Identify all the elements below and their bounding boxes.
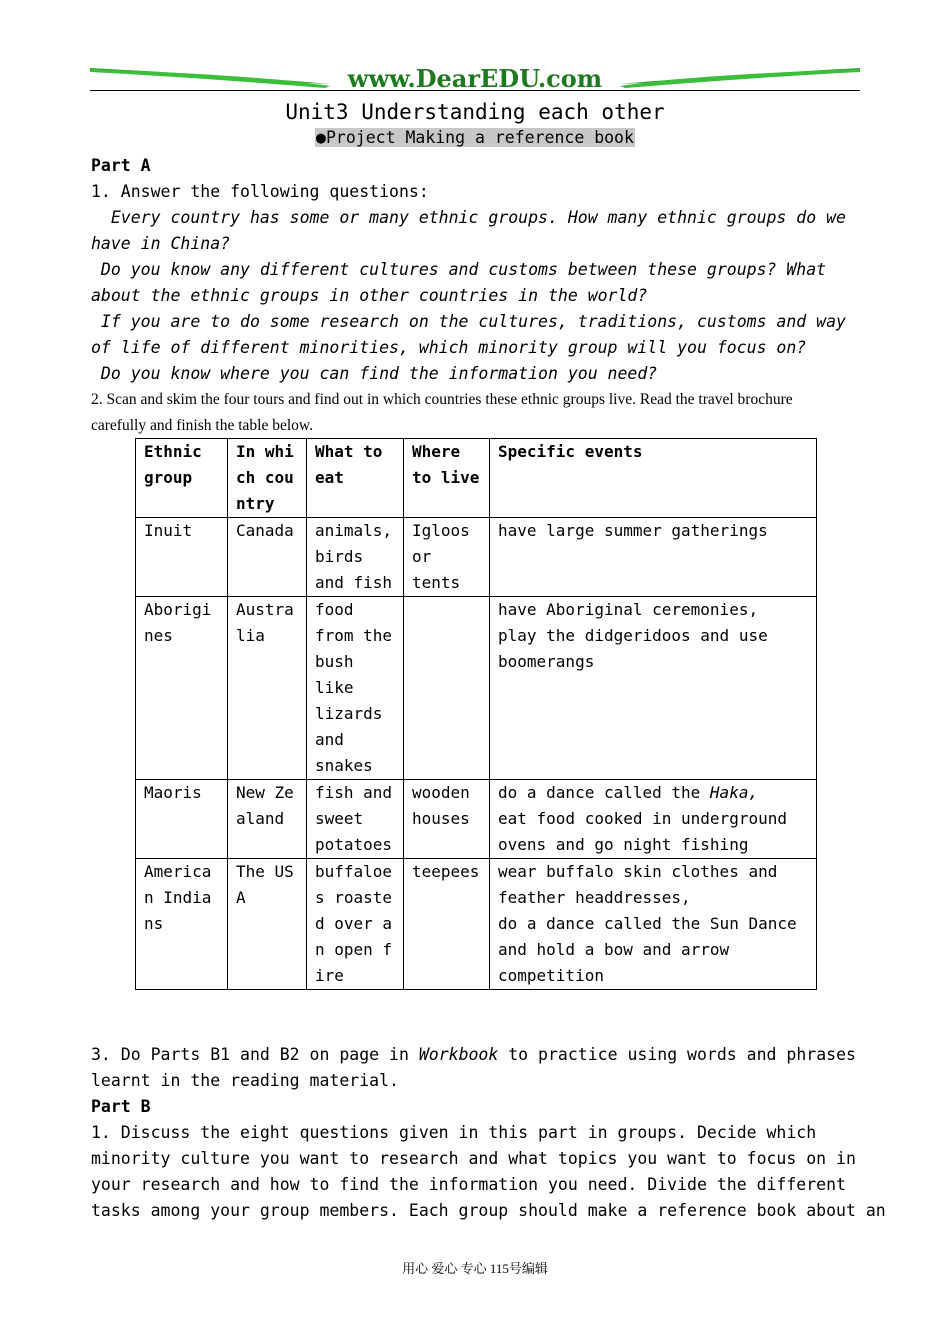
table-row xyxy=(136,859,817,990)
cell-eat: fish and sweet potatoes xyxy=(307,780,404,859)
site-logo-text: www.DearEDU.com xyxy=(347,64,603,93)
event-line: do a dance called the xyxy=(498,783,710,802)
q3-text: 3. Do Parts B1 and B2 on page in xyxy=(91,1045,419,1064)
cell-events xyxy=(490,780,817,859)
part-b-line: tasks among your group members. Each group should make a reference book about an xyxy=(91,1201,886,1220)
page-title: Unit3 Understanding each other xyxy=(285,100,665,124)
cell-eat: animals, birds and fish xyxy=(307,518,404,597)
cell-eat: buffaloes roasted over an open fire xyxy=(307,859,404,990)
question-3-line: learnt in the reading material. xyxy=(91,1071,399,1090)
cell-group: Inuit xyxy=(136,518,228,597)
header-country: In which country xyxy=(228,439,307,518)
header-specific-events: Specific events xyxy=(490,439,817,518)
header-where-to-live: Where to live xyxy=(404,439,490,518)
header-rule xyxy=(90,90,860,91)
part-b-line: minority culture you want to research and what topics you want to focus on in xyxy=(91,1149,856,1168)
cell-country: The USA xyxy=(228,859,307,990)
question-2-line: 2. Scan and skim the four tours and find out in which countries these ethnic groups live. Read the travel brochure xyxy=(91,391,793,408)
cell-events xyxy=(490,859,817,990)
part-a-heading: Part A xyxy=(91,156,151,175)
cell-events xyxy=(490,518,817,597)
event-line: do a dance called the Sun Dance and hold a bow and arrow competition xyxy=(498,914,797,985)
event-line: play the didgeridoos and use boomerangs xyxy=(498,626,768,671)
cell-country: Australia xyxy=(228,597,307,780)
cell-live xyxy=(404,597,490,780)
question-line: have in China? xyxy=(91,234,231,253)
subtitle-container xyxy=(90,128,860,148)
ethnic-groups-table xyxy=(135,438,817,990)
cell-country: New Zealand xyxy=(228,780,307,859)
table-header-row xyxy=(136,439,817,518)
question-line: If you are to do some research on the cultures, traditions, customs and way xyxy=(91,312,846,331)
question-2-line: carefully and finish the table below. xyxy=(91,417,313,434)
part-b-line: 1. Discuss the eight questions given in this part in groups. Decide which xyxy=(91,1123,817,1142)
cell-events xyxy=(490,597,817,780)
q3-text: to practice using words and phrases xyxy=(498,1045,856,1064)
part-b-heading: Part B xyxy=(91,1097,151,1116)
cell-live: wooden houses xyxy=(404,780,490,859)
page-subtitle: ●Project Making a reference book xyxy=(316,128,634,147)
question-line: about the ethnic groups in other countries in the world? xyxy=(91,286,648,305)
question-line: Do you know any different cultures and customs between these groups? What xyxy=(91,260,827,279)
question-line: of life of different minorities, which minority group will you focus on? xyxy=(91,338,807,357)
question-1-heading: 1. Answer the following questions: xyxy=(91,182,429,201)
table-row xyxy=(136,518,817,597)
event-line: wear buffalo skin clothes and feather headdresses, xyxy=(498,862,778,907)
question-line: Every country has some or many ethnic groups. How many ethnic groups do we xyxy=(91,208,846,227)
question-3-line xyxy=(91,1042,861,1068)
table-row xyxy=(136,780,817,859)
cell-country: Canada xyxy=(228,518,307,597)
cell-group: Aborigines xyxy=(136,597,228,780)
event-line: have Aboriginal ceremonies, xyxy=(498,600,759,619)
cell-eat: food from the bush like lizards and snakes xyxy=(307,597,404,780)
header-ethnic-group: Ethnic group xyxy=(136,439,228,518)
event-line: have large summer gatherings xyxy=(498,521,768,540)
header-what-to-eat: What to eat xyxy=(307,439,404,518)
page-footer: 用心 爱心 专心 115号编辑 xyxy=(402,1261,548,1276)
event-italic: Haka, xyxy=(709,783,759,802)
question-line: Do you know where you can find the information you need? xyxy=(91,364,658,383)
cell-live: Igloos or tents xyxy=(404,518,490,597)
part-b-line: your research and how to find the information you need. Divide the different xyxy=(91,1175,846,1194)
q3-workbook: Workbook xyxy=(418,1045,499,1064)
event-line: eat food cooked in underground ovens and go night fishing xyxy=(498,809,787,854)
cell-group: American Indians xyxy=(136,859,228,990)
table-row xyxy=(136,597,817,780)
cell-live: teepees xyxy=(404,859,490,990)
cell-group: Maoris xyxy=(136,780,228,859)
